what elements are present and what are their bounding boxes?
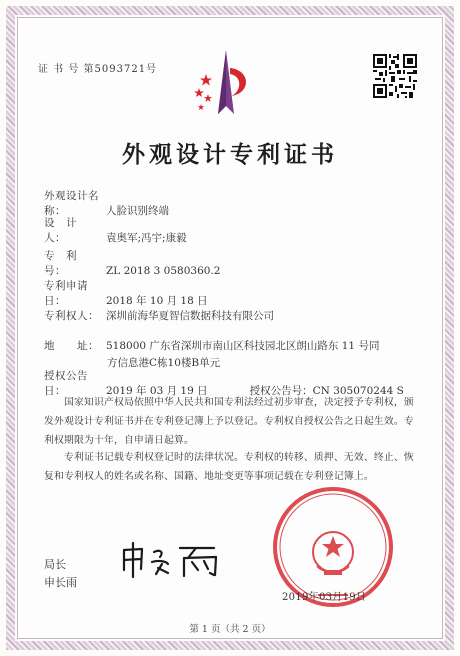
director-name: 申长雨 [44, 576, 77, 589]
field-value: 2018 年 10 月 18 日 [106, 295, 208, 307]
design-name-field [44, 188, 169, 218]
grant-paragraph: 国家知识产权局依照中华人民共和国专利法经过初步审查，决定授予专利权，颁发外观设计专利证书并在专利登记簿上予以登记。专利权自授权公告之日起生效。专利权期限为十年，自申请日起算。 [44, 397, 414, 446]
field-label: 地 址： [44, 340, 99, 352]
certificate-number: 证 书 号 第5093721号 [38, 64, 158, 75]
qr-code-icon [373, 54, 417, 98]
legal-status-paragraph: 专利证书记载专利权登记时的法律状况。专利权的转移、质押、无效、终止、恢复和专利权人的姓名或名称、国籍、地址变更等事项记载在专利登记簿上。 [44, 452, 414, 482]
field-label: 专利权人： [44, 310, 99, 322]
field-value: 518000 广东省深圳市南山区科技园北区朗山路东 11 号同 [106, 340, 380, 352]
cnipa-emblem-icon [188, 44, 264, 120]
field-label: 设 计 人： [44, 217, 88, 244]
field-label: 专 利 号： [44, 250, 88, 277]
director-title: 局长 [44, 558, 66, 571]
address-line-2: 方信息港C栋10楼B单元 [107, 357, 221, 369]
certificate-title: 外观设计专利证书 [122, 141, 338, 168]
field-value: 2019 年 03 月 19 日 授权公告号：CN 305070244 S [106, 385, 404, 397]
patentee-field [44, 308, 274, 323]
field-label: 授权公告日： [44, 370, 88, 397]
address-field [44, 338, 379, 353]
application-date-field [44, 278, 208, 308]
field-label: 外观设计名称： [44, 190, 99, 217]
field-value: 袁奥军;冯宇;康毅 [106, 232, 187, 244]
patent-number-field [44, 248, 220, 278]
field-value: 深圳前海华夏智信数据科技有限公司 [106, 310, 274, 322]
seal-date: 2019年03月19日 [282, 592, 367, 603]
field-label: 专利申请日： [44, 280, 88, 307]
field-value: ZL 2018 3 0580360.2 [106, 265, 221, 277]
designer-field [44, 215, 187, 245]
page-indicator: 第 1 页（共 2 页） [189, 624, 271, 635]
director-signature [118, 540, 228, 580]
field-value: 人脸识别终端 [106, 205, 169, 217]
